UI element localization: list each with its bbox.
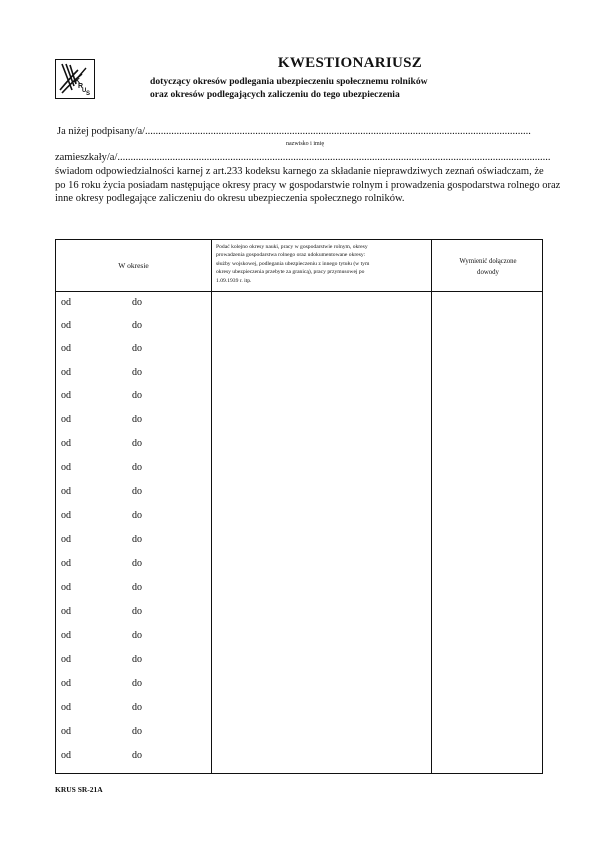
krus-logo-icon xyxy=(56,60,93,97)
to-label: do xyxy=(132,582,142,593)
period-row[interactable] xyxy=(56,582,211,594)
period-row[interactable] xyxy=(56,510,211,522)
to-label: do xyxy=(132,510,142,521)
signed-name-field[interactable]: Ja niżej podpisany/a/................................................................................................................................................... xyxy=(57,126,531,137)
from-label: od xyxy=(61,367,71,378)
signed-name-caption: nazwisko i imię xyxy=(286,141,324,147)
from-label: od xyxy=(61,297,71,308)
to-label: do xyxy=(132,534,142,545)
from-label: od xyxy=(61,654,71,665)
from-label: od xyxy=(61,582,71,593)
period-row[interactable] xyxy=(56,558,211,570)
to-label: do xyxy=(132,438,142,449)
column-divider xyxy=(211,240,212,773)
period-row[interactable] xyxy=(56,486,211,498)
evidence-header-line: dowody xyxy=(477,269,499,276)
period-row[interactable] xyxy=(56,702,211,714)
to-label: do xyxy=(132,486,142,497)
declaration-line-1: świadom odpowiedzialności karnej z art.233 kodeksu karnego za składanie nieprawdziwych zeznań oświadczam, że xyxy=(55,166,544,177)
to-label: do xyxy=(132,320,142,331)
description-column-header xyxy=(216,243,421,285)
to-label: do xyxy=(132,726,142,737)
to-label: do xyxy=(132,606,142,617)
from-label: od xyxy=(61,678,71,689)
to-label: do xyxy=(132,558,142,569)
svg-text:S: S xyxy=(86,91,91,97)
to-label: do xyxy=(132,630,142,641)
from-label: od xyxy=(61,462,71,473)
from-label: od xyxy=(61,726,71,737)
declaration-line-3: inne okresy podlegające zaliczeniu do okresu ubezpieczenia społecznego rolników. xyxy=(55,193,405,205)
svg-text:U: U xyxy=(82,88,87,94)
period-row[interactable] xyxy=(56,654,211,666)
from-label: od xyxy=(61,486,71,497)
from-label: od xyxy=(61,606,71,617)
from-label: od xyxy=(61,343,71,354)
from-label: od xyxy=(61,390,71,401)
from-label: od xyxy=(61,414,71,425)
period-row[interactable] xyxy=(56,750,211,762)
to-label: do xyxy=(132,462,142,473)
period-row[interactable] xyxy=(56,462,211,474)
column-divider xyxy=(431,240,432,773)
period-row[interactable] xyxy=(56,534,211,546)
from-label: od xyxy=(61,510,71,521)
to-label: do xyxy=(132,297,142,308)
declaration-text xyxy=(55,165,561,206)
to-label: do xyxy=(132,654,142,665)
header-divider xyxy=(56,291,542,292)
description-header-line: prowadzenia gospodarstwa rolnego oraz udokumentowane okresy: xyxy=(216,252,366,259)
description-header-line: służby wojskowej, podlegania ubezpieczeniu z innego tytułu (w tym xyxy=(216,260,370,267)
description-header-line: okresy ubezpieczenia przebyte za granicą), pracy przymusowej po xyxy=(216,269,365,276)
to-label: do xyxy=(132,678,142,689)
from-label: od xyxy=(61,320,71,331)
period-row[interactable] xyxy=(56,438,211,450)
from-label: od xyxy=(61,534,71,545)
to-label: do xyxy=(132,702,142,713)
document-subtitle xyxy=(150,75,550,101)
evidence-column-header xyxy=(432,256,544,278)
description-header-line: 1.09.1939 r. itp. xyxy=(216,277,252,284)
form-code: KRUS SR-21A xyxy=(55,785,103,794)
to-label: do xyxy=(132,343,142,354)
period-row[interactable] xyxy=(56,390,211,402)
evidence-header-line: Wymienić dołączone xyxy=(459,258,517,265)
to-label: do xyxy=(132,750,142,761)
from-label: od xyxy=(61,630,71,641)
subtitle-line-1: dotyczący okresów podlegania ubezpieczeniu społecznemu rolników xyxy=(150,76,428,87)
period-row[interactable] xyxy=(56,343,211,355)
address-field[interactable]: zamieszkały/a/..................................................................................................................................................................... xyxy=(55,152,551,163)
from-label: od xyxy=(61,702,71,713)
from-label: od xyxy=(61,558,71,569)
from-label: od xyxy=(61,438,71,449)
description-header-line: Podać kolejno okresy nauki, pracy w gospodarstwie rolnym, okresy xyxy=(216,244,368,250)
period-row[interactable] xyxy=(56,320,211,332)
subtitle-line-2: oraz okresów podlegających zaliczeniu do tego ubezpieczenia xyxy=(150,89,400,100)
period-row[interactable] xyxy=(56,678,211,690)
to-label: do xyxy=(132,367,142,378)
periods-table xyxy=(55,239,543,774)
document-title: KWESTIONARIUSZ xyxy=(277,55,423,71)
period-row[interactable] xyxy=(56,630,211,642)
declaration-line-2: po 16 roku życia posiadam następujące okresy pracy w gospodarstwie rolnym i prowadzenia gospodarstwa rolnego oraz xyxy=(55,179,561,191)
period-row[interactable] xyxy=(56,297,211,309)
from-label: od xyxy=(61,750,71,761)
period-column-header: W okresie xyxy=(118,261,149,270)
to-label: do xyxy=(132,414,142,425)
krus-logo xyxy=(55,59,95,99)
period-row[interactable] xyxy=(56,414,211,426)
svg-text:K: K xyxy=(75,78,81,85)
period-row[interactable] xyxy=(56,726,211,738)
period-row[interactable] xyxy=(56,606,211,618)
period-row[interactable] xyxy=(56,367,211,379)
svg-text:R: R xyxy=(78,83,84,90)
to-label: do xyxy=(132,390,142,401)
